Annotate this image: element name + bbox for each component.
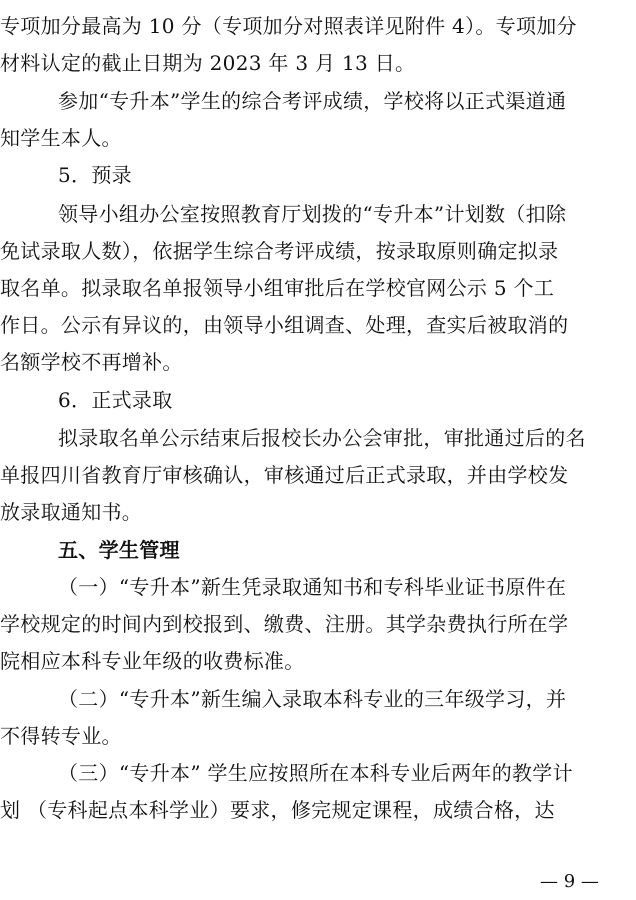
text-line: 取名单。拟录取名单报领导小组审批后在学校官网公示 5 个工 <box>0 276 555 300</box>
text-line: 免试录取人数），依据学生综合考评成绩，按录取原则确定拟录 <box>0 239 559 263</box>
text-line: 拟录取名单公示结束后报校长办公会审批，审批通过后的名 <box>58 426 586 450</box>
text-line: 单报四川省教育厅审核确认，审核通过后正式录取，并由学校发 <box>0 463 569 487</box>
section-number-heading: 6．正式录取 <box>58 388 173 412</box>
text-line: 放录取通知书。 <box>0 500 143 524</box>
text-line: 不得转专业。 <box>0 724 122 748</box>
text-line: 专项加分最高为 10 分（专项加分对照表详见附件 4）。专项加分 <box>0 14 577 38</box>
text-line: 作日。公示有异议的，由领导小组调查、处理，查实后被取消的 <box>0 313 569 337</box>
text-line: （二）“专升本”新生编入录取本科专业的三年级学习，并 <box>58 687 567 711</box>
text-line: 知学生本人。 <box>0 126 122 150</box>
text-line: 划 （专科起点本科学业）要求，修完规定课程，成绩合格，达 <box>0 798 555 822</box>
text-line: 名额学校不再增补。 <box>0 350 183 374</box>
text-line: 领导小组办公室按照教育厅划拨的“专升本”计划数（扣除 <box>58 202 567 226</box>
text-line: 材料认定的截止日期为 2023 年 3 月 13 日。 <box>0 51 416 75</box>
text-line: 院相应本科专业年级的收费标准。 <box>0 649 305 673</box>
text-line: 学校规定的时间内到校报到、缴费、注册。其学杂费执行所在学 <box>0 612 569 636</box>
text-line: （三）“专升本” 学生应按照所在本科专业后两年的教学计 <box>58 761 573 785</box>
section-heading: 五、学生管理 <box>58 538 180 562</box>
section-number-heading: 5．预录 <box>58 163 132 187</box>
text-line: （一）“专升本”新生凭录取通知书和专科毕业证书原件在 <box>58 575 567 599</box>
page-number: — 9 — <box>540 871 599 892</box>
text-line: 参加“专升本”学生的综合考评成绩，学校将以正式渠道通 <box>58 89 567 113</box>
